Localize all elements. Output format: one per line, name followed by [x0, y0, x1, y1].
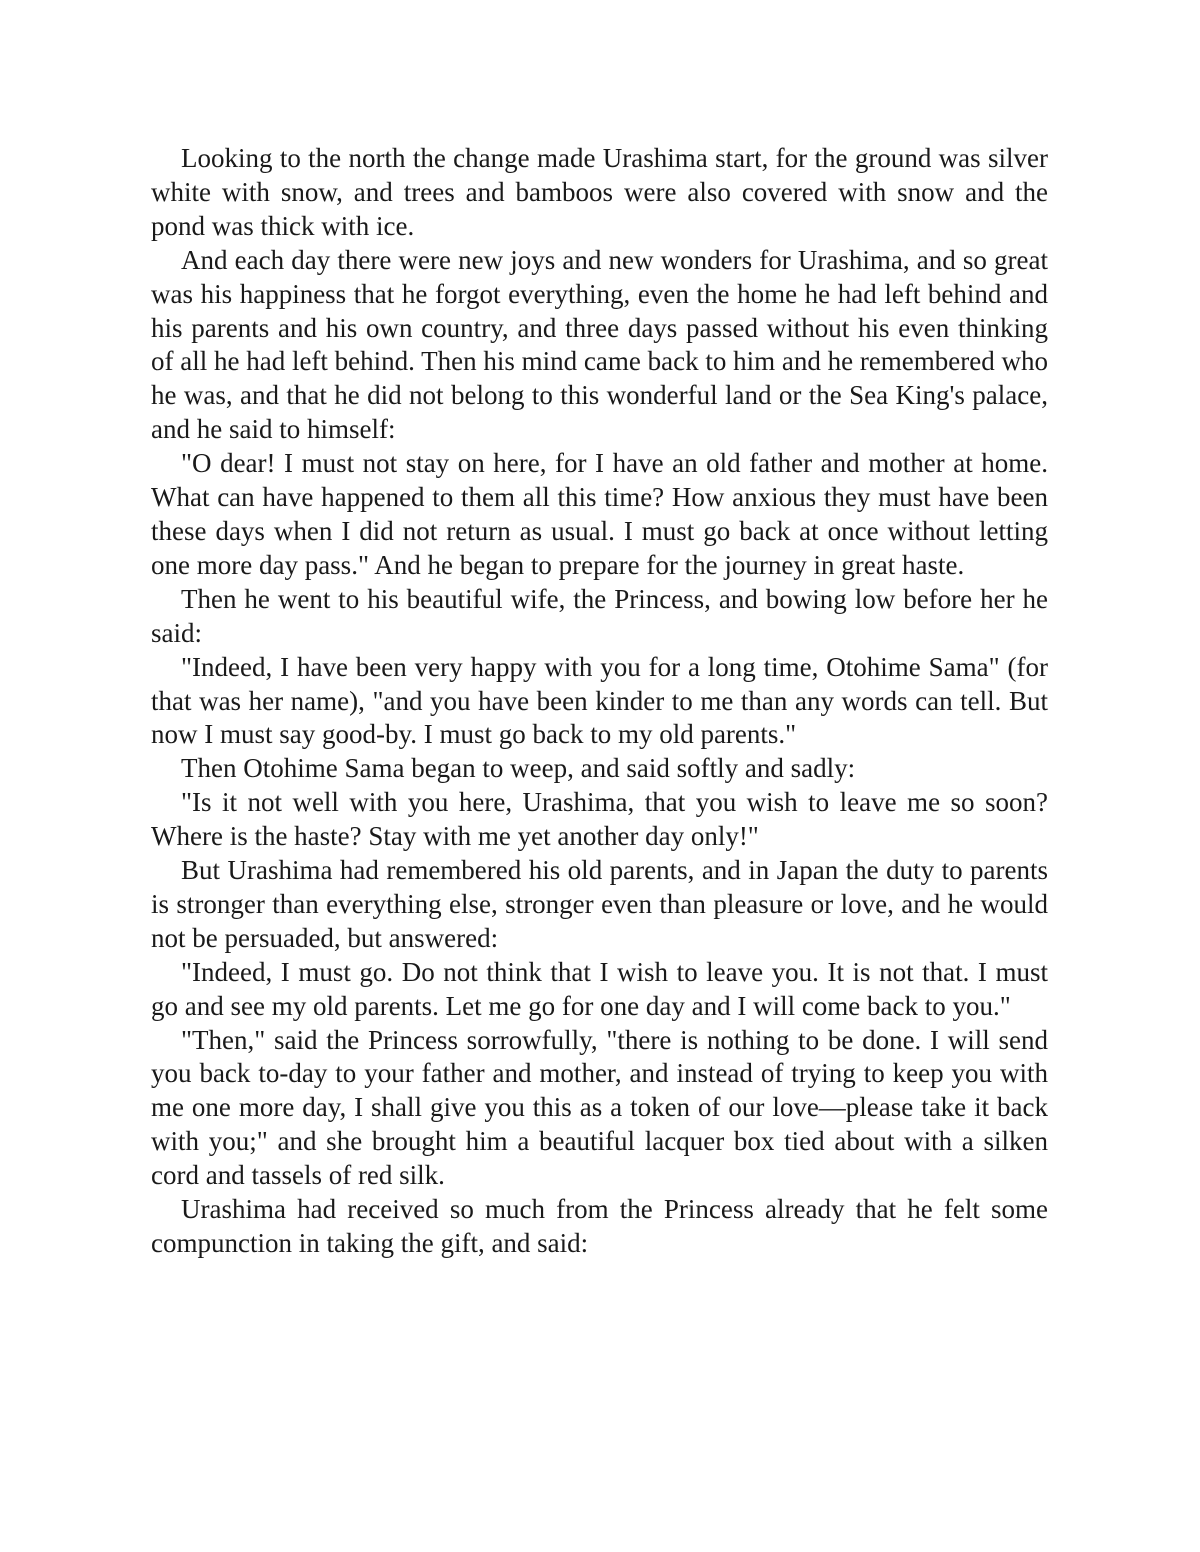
- paragraph: Looking to the north the change made Urashima start, for the ground was silver white with snow, and trees and bamboos were also covered with snow and the pond was thick with ice.: [151, 143, 1048, 241]
- paragraph: And each day there were new joys and new wonders for Urashima, and so great was his happiness that he forgot everything, even the home he had left behind and his parents and his own country, and three days passed without his even thinking of all he had left behind. Then his mind came back to him and he remembered who he was, and that he did not belong to this wonderful land or the Sea King's palace, and he said to himself:: [151, 244, 1048, 445]
- paragraph: Then he went to his beautiful wife, the Princess, and bowing low before her he said:: [151, 583, 1048, 648]
- paragraph: "Indeed, I must go. Do not think that I wish to leave you. It is not that. I must go and see my old parents. Let me go for one day and I will come back to you.": [151, 956, 1048, 1021]
- paragraph: "Indeed, I have been very happy with you for a long time, Otohime Sama" (for that was her name), "and you have been kinder to me than any words can tell. But now I must say good-by. I must go back to my old parents.": [151, 651, 1048, 750]
- paragraph: Urashima had received so much from the Princess already that he felt some compunction in taking the gift, and said:: [151, 1194, 1048, 1258]
- page-body: [151, 142, 1048, 1261]
- paragraph: "Then," said the Princess sorrowfully, "there is nothing to be done. I will send you back to-day to your father and mother, and instead of trying to keep you with me one more day, I shall give you this as a token of our love—please take it back with you;" and she brought him a beautiful lacquer box tied about with a silken cord and tassels of red silk.: [151, 1024, 1048, 1191]
- paragraph: Then Otohime Sama began to weep, and said softly and sadly:: [181, 753, 856, 784]
- paragraph: "Is it not well with you here, Urashima, that you wish to leave me so soon? Where is the haste? Stay with me yet another day only!": [151, 787, 1048, 852]
- paragraph: "O dear! I must not stay on here, for I have an old father and mother at home. What can have happened to them all this time? How anxious they must have been these days when I did not return as usual. I must go back at once without letting one more day pass." And he began to prepare for the journey in great haste.: [151, 448, 1048, 580]
- paragraph: But Urashima had remembered his old parents, and in Japan the duty to parents is stronger than everything else, stronger even than pleasure or love, and he would not be persuaded, but answered:: [151, 855, 1048, 953]
